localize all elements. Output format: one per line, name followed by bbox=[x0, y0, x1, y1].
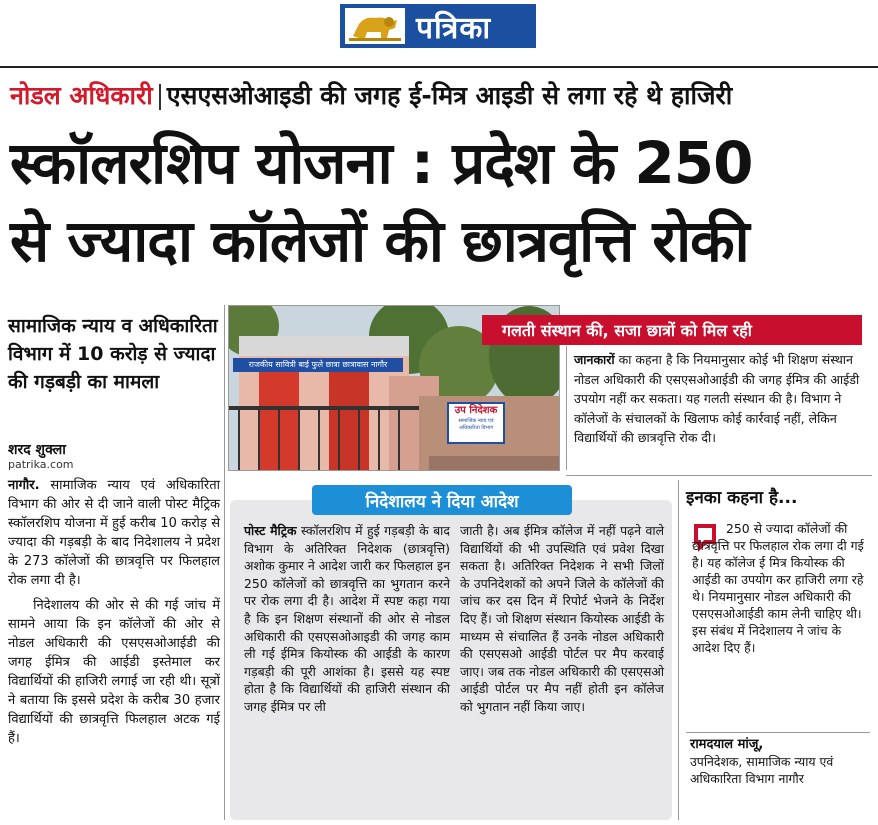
main-headline bbox=[10, 124, 872, 280]
statement-quote-text: 250 से ज्यादा कॉलेजों की छात्रवृत्ति पर फिलहाल रोक लगा दी गई है। यह कॉलेज ई मित्र कियोस्क की आईडी का उपयोग कर हाजिरी लगा रहे थे। नियमानुसार नोडल अधिकारी की एसएसओआईडी काम लेनी चाहिए थी। इस संबंध में निदेशालय ने जांच के आदेश दिए हैं। bbox=[692, 521, 864, 655]
sidebox-text bbox=[574, 350, 870, 448]
sidebox-lead: जानकारों bbox=[574, 352, 615, 367]
column-rule bbox=[224, 305, 225, 820]
directorate-title: निदेशालय ने दिया आदेश bbox=[312, 485, 572, 515]
article-column-1 bbox=[8, 476, 220, 754]
statement-quote bbox=[692, 520, 868, 656]
paragraph-text: सामाजिक न्याय एवं अधिकारिता विभाग की ओर से दी जाने वाली पोस्ट मैट्रिक स्कॉलरशिप योजना में हुई करीब 10 करोड़ से ज्यादा की गड़बड़ी के बाद निदेशालय ने प्रदेश के 273 कॉलेजों की छात्रवृत्ति पर फिलहाल रोक लगा दी है। bbox=[8, 478, 220, 588]
sidebox-body: का कहना है कि नियमानुसार कोई भी शिक्षण संस्थान नोडल अधिकारी की एसएसओआईडी की जगह ईमित्र की आईडी उपयोग नहीं कर सकता। यह गलती संस्थान की है। विभाग ने कॉलेजों के संचालकों के खिलाफ कोई कार्रवाई नहीं, लेकिन विद्यार्थियों की छात्रवृत्ति रोक दी। bbox=[574, 352, 860, 445]
directorate-lead: पोस्ट मैट्रिक bbox=[244, 523, 297, 538]
newspaper-masthead bbox=[340, 4, 536, 48]
column-rule bbox=[566, 346, 567, 470]
directorate-text-a: स्कॉलरशिप में हुई गड़बड़ी के बाद विभाग के अतिरिक्त निदेशक (छात्रवृत्ति) अशोक कुमार ने आदेश जारी कर फिलहाल इन 250 कॉलेजों को छात्रवृत्ति का भुगतान करने पर रोक लगा दी है। आदेश में स्पष्ट कहा गया है कि इन शिक्षण संस्थानों की ओर से नोडल अधिकारी की एसएसओआइडी की जगह काम ली गई ईमित्र कियोस्क की आईडी के कारण गड़बड़ी की पूरी आशंका है। इससे यह स्पष्ट होता है कि विद्यार्थियों की हाजिरी संस्थान की जगह ईमित्र पर ली bbox=[244, 523, 450, 714]
side-headline: सामाजिक न्याय व अधिकारिता विभाग में 10 करोड़ से ज्यादा की गड़बड़ी का मामला bbox=[8, 315, 218, 393]
kicker-separator bbox=[159, 84, 161, 110]
paragraph-text: निदेशालय की ओर से की गई जांच में सामने आया कि इन कॉलेजों की ओर से नोडल अधिकारी की एसएसओआईडी की जगह ईमित्र की आईडी इस्तेमाल कर विद्यार्थियों की हाजिरी लगाई जा रही थी। सूत्रों ने बताया कि इससे प्रदेश के करीब 30 हजार विद्यार्थियों की छात्रवृत्ति फिलहाल अटक गई हैं। bbox=[8, 598, 221, 746]
paragraph bbox=[8, 476, 220, 590]
paragraph bbox=[8, 596, 220, 748]
column-rule bbox=[678, 480, 679, 820]
kicker bbox=[10, 78, 732, 112]
statement-speaker bbox=[690, 736, 870, 787]
photo-sign-top: राजकीय सावित्री बाई फुले छात्रा छात्रावास नागौर bbox=[233, 358, 403, 372]
kicker-text: एसएसओआइडी की जगह ई-मित्र आइडी से लगा रहे थे हाजिरी bbox=[166, 81, 733, 110]
kicker-label: नोडल अधिकारी bbox=[10, 81, 153, 110]
section-rule bbox=[566, 475, 872, 476]
directorate-column-b: जाती है। अब ईमित्र कॉलेज में नहीं पढ़ने वाले विद्यार्थियों की भी उपस्थिति एवं प्रवेश दिखा सकता है। अतिरिक्त निदेशक ने सभी जिलों के उपनिदेशकों को अपने जिले के कॉलेजों की जांच कर दस दिन में रिपोर्ट भेजने के निर्देश दिए हैं। जो शिक्षण संस्थान कियोस्क आईडी के माध्यम से संचालित हैं उनके नोडल अधिकारी की एसएसओ आईडी पोर्टल पर मैप करवाई जाए। जब तक नोडल अधिकारी की एसएसओ आईडी पोर्टल पर मैप नहीं होती इन कॉलेज को भुगतान नहीं किया जाए। bbox=[460, 523, 664, 714]
headline-line-2: से ज्यादा कॉलेजों की छात्रवृत्ति रोकी bbox=[10, 207, 749, 275]
speaker-name: रामदयाल मांजू, bbox=[690, 737, 764, 752]
directorate-column-a bbox=[244, 522, 450, 716]
byline-site: patrika.com bbox=[8, 458, 74, 471]
top-divider bbox=[0, 66, 878, 68]
statement-title: इनका कहना है... bbox=[686, 488, 798, 508]
speaker-title: उपनिदेशक, सामाजिक न्याय एवं अधिकारिता विभाग नागौर bbox=[690, 754, 834, 786]
photo-sign-board bbox=[447, 402, 505, 444]
headline-line-1: स्कॉलरशिप योजना : प्रदेश के 250 bbox=[10, 129, 753, 197]
lion-icon bbox=[340, 6, 410, 46]
sign-board-subtitle: सामाजिक न्याय एवं अधिकारिता विभाग bbox=[458, 418, 494, 431]
sign-board-title: उप निदेशक bbox=[454, 405, 498, 416]
dateline: नागौर. bbox=[8, 478, 40, 493]
sidebox-banner: गलती संस्थान की, सजा छात्रों को मिल रही bbox=[482, 315, 862, 345]
byline-author: शरद शुक्ला bbox=[8, 442, 66, 458]
brand-name: पत्रिका bbox=[416, 10, 492, 46]
section-rule bbox=[686, 732, 870, 733]
